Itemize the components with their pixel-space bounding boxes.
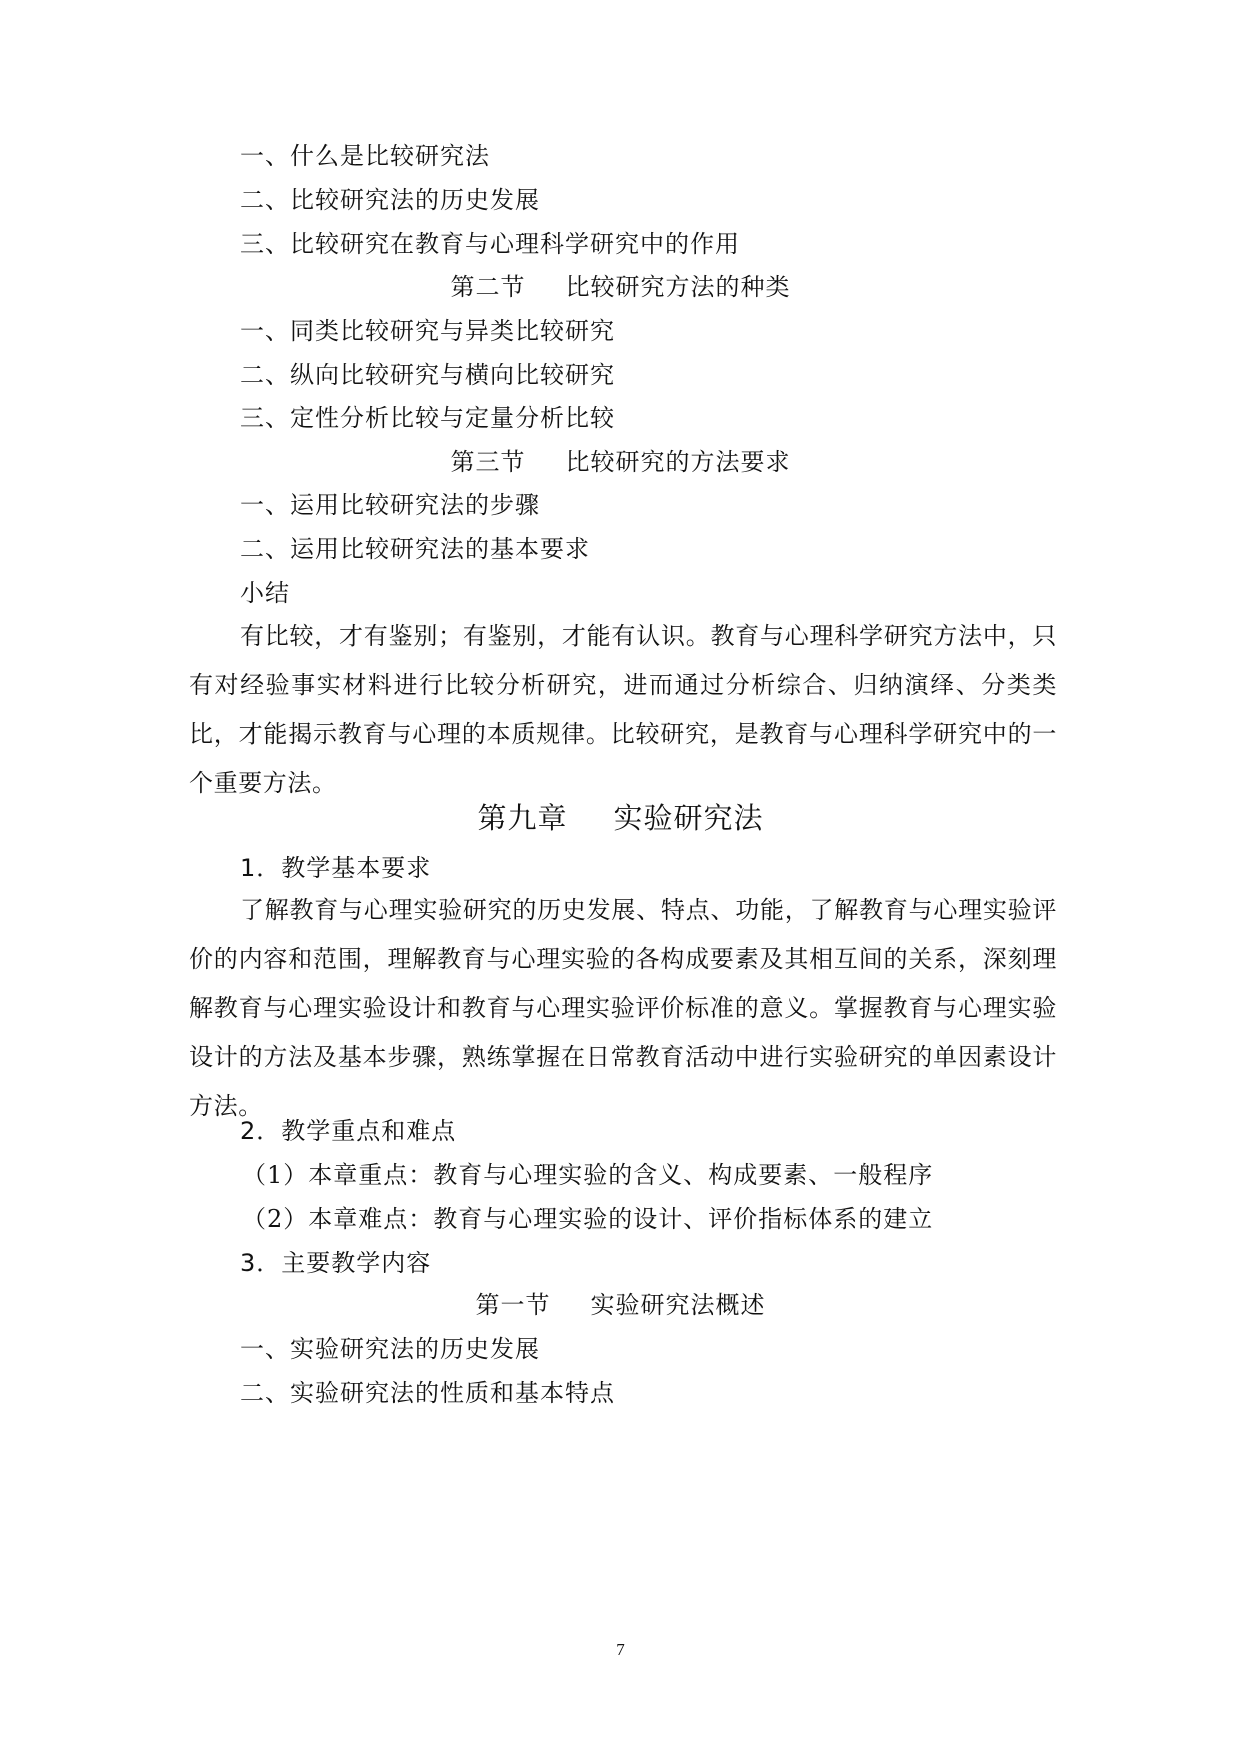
summary-label: 小结 <box>240 579 290 607</box>
list-item: 二、纵向比较研究与横向比较研究 <box>240 361 615 389</box>
section-title: 实验研究法概述 <box>590 1291 766 1319</box>
list-item: 三、定性分析比较与定量分析比较 <box>240 404 615 432</box>
list-item: 一、实验研究法的历史发展 <box>240 1335 540 1363</box>
key-point: （2）本章难点：教育与心理实验的设计、评价指标体系的建立 <box>242 1205 934 1233</box>
section-title: 比较研究的方法要求 <box>565 448 791 476</box>
list-item: 二、实验研究法的性质和基本特点 <box>240 1379 615 1407</box>
section-number: 第三节 <box>450 448 526 476</box>
chapter-number: 第九章 <box>477 801 568 835</box>
list-item: 二、运用比较研究法的基本要求 <box>240 535 590 563</box>
list-item: 一、同类比较研究与异类比较研究 <box>240 317 615 345</box>
summary-paragraph: 有比较，才有鉴别；有鉴别，才能有认识。教育与心理科学研究方法中，只有对经验事实材料进行比较分析研究，进而通过分析综合、归纳演绎、分类类比，才能揭示教育与心理的本质规律。比较研究，是教育与心理科学研究中的一个重要方法。 <box>189 622 1057 797</box>
list-item: 一、什么是比较研究法 <box>240 142 490 170</box>
section-heading <box>0 1290 1241 1320</box>
section-heading <box>0 272 1241 302</box>
chapter-heading <box>0 800 1241 836</box>
section-heading <box>0 447 1241 477</box>
section-title: 比较研究方法的种类 <box>565 273 791 301</box>
page-number: 7 <box>616 1640 625 1659</box>
section-number: 第一节 <box>475 1291 551 1319</box>
subheading: 3．主要教学内容 <box>240 1249 432 1277</box>
list-item: 二、比较研究法的历史发展 <box>240 186 540 214</box>
key-point: （1）本章重点：教育与心理实验的含义、构成要素、一般程序 <box>242 1161 934 1189</box>
chapter-title: 实验研究法 <box>613 801 764 835</box>
list-item: 三、比较研究在教育与心理科学研究中的作用 <box>240 230 740 258</box>
requirements-paragraph: 了解教育与心理实验研究的历史发展、特点、功能，了解教育与心理实验评价的内容和范围，理解教育与心理实验的各构成要素及其相互间的关系，深刻理解教育与心理实验设计和教育与心理实验评价标准的意义。掌握教育与心理实验设计的方法及基本步骤，熟练掌握在日常教育活动中进行实验研究的单因素设计方法。 <box>189 896 1057 1120</box>
subheading: 1．教学基本要求 <box>240 854 432 882</box>
list-item: 一、运用比较研究法的步骤 <box>240 491 540 519</box>
subheading: 2．教学重点和难点 <box>240 1117 457 1145</box>
section-number: 第二节 <box>450 273 526 301</box>
